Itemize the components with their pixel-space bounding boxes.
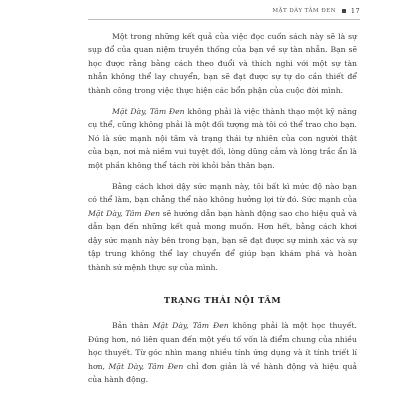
header-square-icon	[342, 9, 346, 13]
book-title-italic: Mặt Dày, Tâm Đen	[112, 107, 185, 117]
book-title-italic: Mặt Dày, Tâm Đen	[88, 208, 161, 218]
page-body	[88, 30, 357, 394]
paragraph-3: Bằng cách khơi dậy sức mạnh này, tôi bất kì mức độ nào bạn có thể làm, bạn chẳng thể nào không hưởng lợi từ đó. Sức mạnh của Mặt Dày, Tâm Đen sẽ hướng dẫn bạn hành động sao cho hiệu quả và dẫn bạn đến những kết quả mong muốn. Hơn hết, bằng cách khơi dậy sức mạnh này bên trong bạn, bạn sẽ đạt được sự minh xác và sự tập trung không thể lay chuyển để giúp bạn khám phá và hoàn thành sứ mệnh thực sự của mình.	[88, 182, 357, 272]
paragraph-4: Bản thân Mặt Dày, Tâm Đen không phải là một học thuyết. Đúng hơn, nó liên quan đến một yếu tố vốn là điểm chung của nhiều học thuyết. Từ góc nhìn mang nhiều tính ứng dụng và ít tính triết lí hơn, Mặt Dày, Tâm Đen chỉ đơn giản là về hành động và hiệu quả của hành động.	[88, 321, 357, 384]
running-header	[88, 4, 360, 18]
paragraph-1: Một trong những kết quả của việc đọc cuốn sách này sẽ là sự sụp đổ của quan niệm truyền thống của bạn về sự tàn nhẫn. Bạn sẽ học được rằng bằng cách theo đuổi và thích nghi với một sự tàn nhẫn không thể lay chuyển, bạn sẽ đạt được sự tự do cần thiết để thành công trong việc thực hiện các bổn phận của cuộc đời mình.	[88, 32, 357, 95]
running-title: MẶT DÀY TÂM ĐEN	[272, 8, 336, 14]
header-rule	[88, 19, 360, 20]
paragraph-2: Mặt Dày, Tâm Đen không phải là việc thành thạo một kỹ năng cụ thể, cũng không phải là một đối tượng mà tôi có thể trao cho bạn. Nó là sức mạnh nội tâm và trạng thái tự nhiên của con người thật của bạn, nơi mà niềm vui tuyệt đối, lòng dũng cảm và lòng trắc ẩn là một phần không thể tách rời khỏi bản thân bạn.	[88, 107, 357, 170]
book-title-italic: Mặt Dày, Tâm Đen	[152, 321, 229, 331]
section-title: TRẠNG THÁI NỘI TÂM	[163, 294, 282, 305]
book-title-italic: Mặt Dày, Tâm Đen	[108, 361, 184, 371]
page-number: 17	[350, 7, 360, 15]
